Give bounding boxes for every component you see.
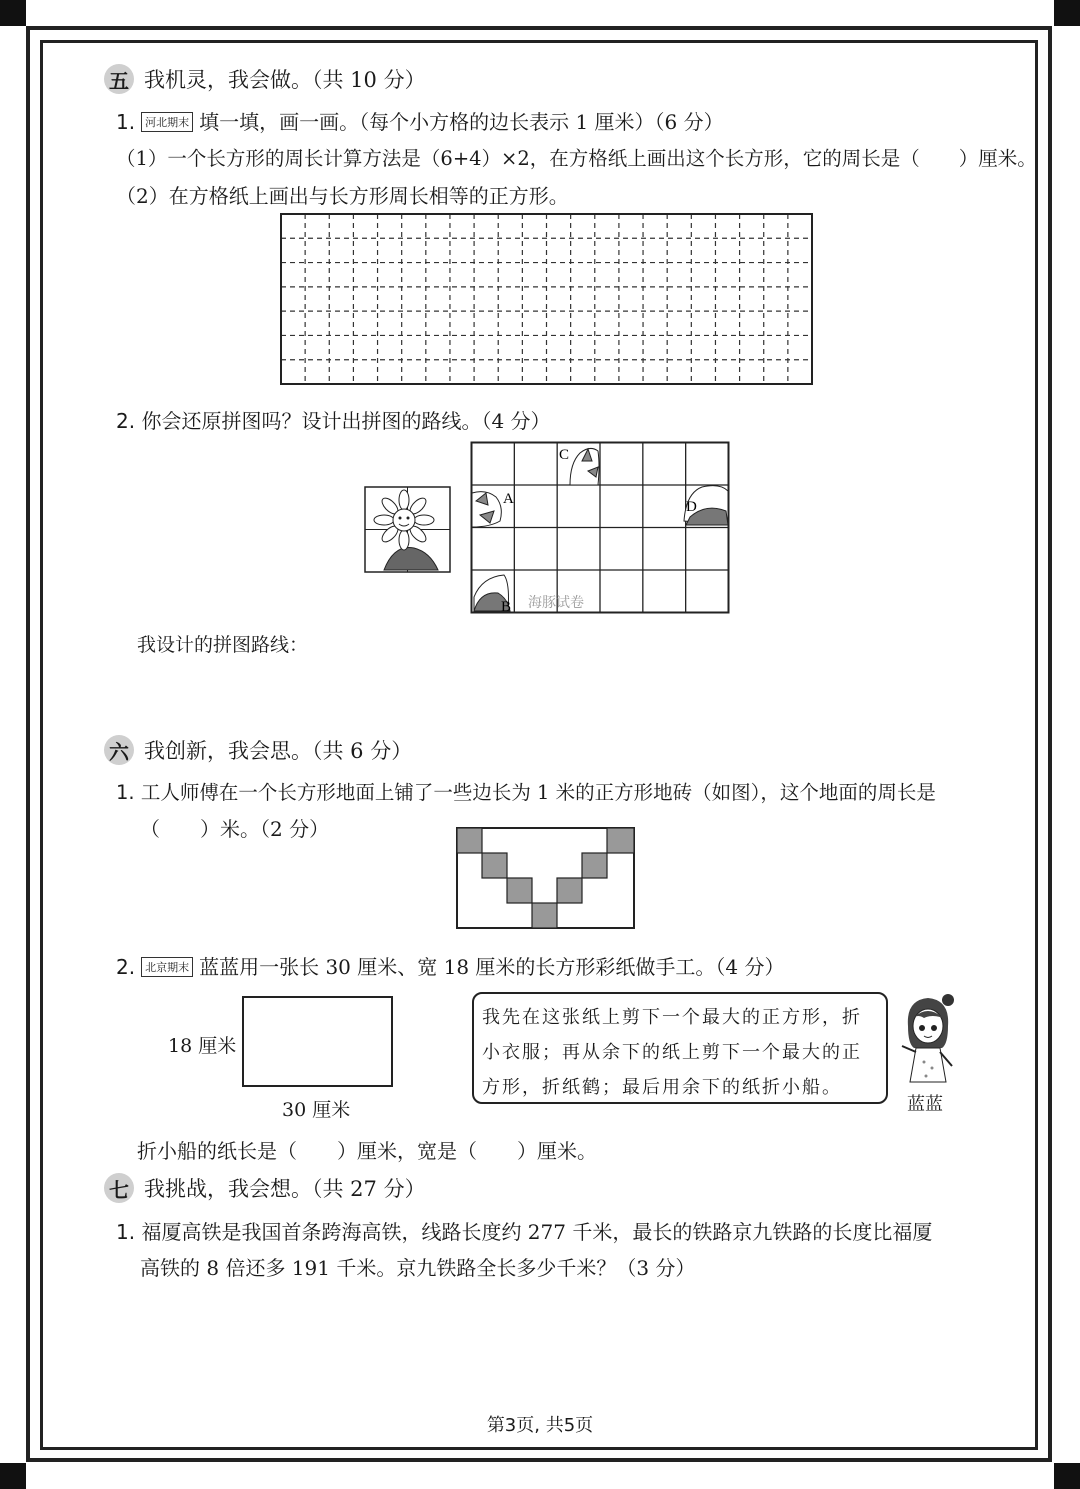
- s5-q1-line: [116, 106, 724, 135]
- section-7-number: 七: [104, 1173, 134, 1203]
- puzzle-piece-c: [570, 448, 599, 485]
- s6-q1-text-line1: 工人师傅在一个长方形地面上铺了一些边长为 1 米的正方形地砖（如图），这个地面的周长是: [140, 781, 936, 804]
- section-5-header: [104, 64, 426, 94]
- s5-q2-line: [116, 405, 551, 434]
- s6-q2-number: 2.: [116, 955, 136, 979]
- section-6-header: [104, 735, 412, 765]
- s5-q1-tag: 河北期末: [141, 112, 193, 132]
- s6-q2-text: 蓝蓝用一张长 30 厘米、宽 18 厘米的长方形彩纸做手工。（4 分）: [199, 955, 785, 979]
- s7-q1-line2: 高铁的 8 倍还多 191 千米。京九铁路全长多少千米？（3 分）: [140, 1256, 696, 1280]
- s6-q2-line: [116, 951, 785, 980]
- s7-q1-line1: [116, 1216, 932, 1245]
- section-7-header: [104, 1173, 426, 1203]
- s5-q2-text: 你会还原拼图吗？设计出拼图的路线。（4 分）: [141, 409, 551, 433]
- tile-floor-figure: [456, 827, 636, 929]
- corner-mark-top-left: [0, 0, 26, 26]
- corner-mark-bottom-right: [1054, 1463, 1080, 1489]
- grid-paper[interactable]: [280, 213, 814, 386]
- puzzle-label-c: C: [559, 447, 570, 463]
- section-5-number: 五: [104, 64, 134, 94]
- girl-character-icon: [896, 992, 960, 1092]
- s5-q1-part1: （1）一个长方形的周长计算方法是（6+4）×2，在方格纸上画出这个长方形，它的周长是（ ）厘米。: [116, 147, 1037, 170]
- s5-q1-text: 填一填，画一画。（每个小方格的边长表示 1 厘米）（6 分）: [199, 110, 724, 134]
- page-number-footer: 第3页, 共5页: [486, 1415, 594, 1436]
- section-6-number: 六: [104, 735, 134, 765]
- s5-q2-number: 2.: [116, 409, 136, 433]
- s5-q2-answer-prompt: 我设计的拼图路线：: [137, 634, 309, 656]
- paper-height-label: 18 厘米: [168, 1035, 237, 1057]
- s7-q1-text-line1: 福厦高铁是我国首条跨海高铁，线路长度约 277 千米，最长的铁路京九铁路的长度比福厦: [141, 1220, 933, 1244]
- puzzle-label-a: A: [503, 491, 514, 507]
- section-6-title: 我创新，我会思。（共 6 分）: [144, 739, 413, 763]
- s6-q1-line1: [116, 777, 936, 805]
- section-5-title: 我机灵，我会做。（共 10 分）: [144, 68, 426, 92]
- s5-q1-number: 1.: [116, 110, 136, 134]
- puzzle-grid[interactable]: [470, 441, 732, 615]
- corner-mark-bottom-left: [0, 1463, 26, 1489]
- s6-q2-tag: 北京期末: [141, 957, 193, 977]
- s5-q1-part2: （2）在方格纸上画出与长方形周长相等的正方形。: [116, 184, 569, 208]
- s6-q2-answer: 折小船的纸长是（ ）厘米，宽是（ ）厘米。: [137, 1139, 597, 1163]
- puzzle-label-d: D: [686, 499, 697, 515]
- speech-bubble: 我先在这张纸上剪下一个最大的正方形，折小衣服；再从余下的纸上剪下一个最大的正方形，折纸鹤；最后用余下的纸折小船。: [472, 992, 888, 1104]
- puzzle-piece-a: [472, 492, 501, 527]
- puzzle-complete-picture: [364, 486, 452, 574]
- puzzle-label-b: B: [501, 599, 512, 615]
- watermark-text: 海豚试卷: [528, 595, 584, 611]
- paper-width-label: 30 厘米: [282, 1099, 351, 1121]
- s6-q1-number: 1.: [116, 781, 135, 804]
- corner-mark-top-right: [1054, 0, 1080, 26]
- s7-q1-number: 1.: [116, 1220, 136, 1244]
- section-7-title: 我挑战，我会想。（共 27 分）: [144, 1177, 426, 1201]
- character-name: 蓝蓝: [907, 1094, 943, 1115]
- s6-q1-line2: （ ）米。（2 分）: [140, 817, 330, 841]
- paper-rectangle: [242, 996, 393, 1087]
